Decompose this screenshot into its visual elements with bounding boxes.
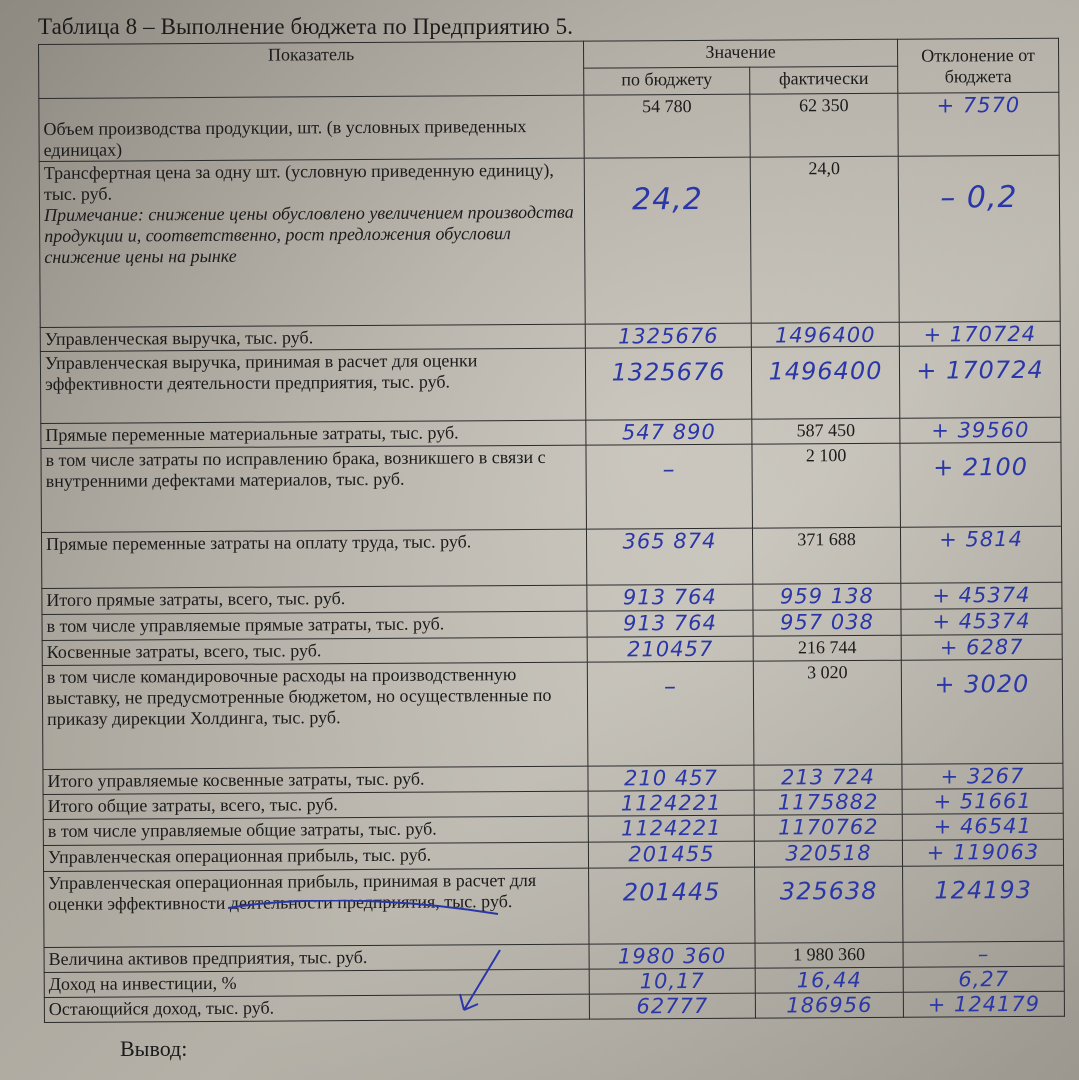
cell-actual	[754, 840, 902, 867]
handwritten-value: + 170724	[916, 355, 1044, 385]
cell-budget	[586, 419, 752, 445]
handwritten-value: 325638	[779, 876, 878, 906]
cell-deviation	[903, 941, 1064, 967]
budget-table	[38, 38, 1065, 1023]
table-row	[39, 92, 1059, 161]
handwritten-value: 10,17	[639, 968, 705, 994]
cell-actual: 3 020	[753, 660, 902, 765]
handwritten-value: + 5814	[939, 526, 1023, 552]
row-label: в том числе затраты по исправлению брака, возникшего в связи с внутренними дефектами материалов, тыс. руб.	[41, 445, 587, 532]
handwritten-value: + 3267	[940, 763, 1025, 789]
row-label: Величина активов предприятия, тыс. руб.	[44, 944, 589, 972]
handwritten-value: 1496400	[768, 356, 883, 386]
cell-actual: 24,0	[750, 156, 899, 323]
handwritten-value: + 124179	[927, 991, 1041, 1017]
cell-actual: 371 688	[752, 527, 900, 584]
cell-deviation	[899, 321, 1060, 346]
cell-actual: 216 744	[753, 635, 901, 661]
handwritten-value: + 51661	[933, 788, 1032, 814]
row-label: Прямые переменные затраты на оплату труда, тыс. руб.	[41, 529, 586, 588]
cell-deviation	[898, 155, 1060, 322]
row-label: в том числе управляемые прямые затраты, тыс. руб.	[42, 611, 587, 640]
handwritten-value: 124193	[934, 875, 1033, 905]
handwritten-value: + 119063	[926, 839, 1040, 865]
cell-actual	[754, 764, 902, 790]
handwritten-value: 913 764	[623, 610, 718, 636]
handwritten-value: 1175882	[777, 789, 879, 815]
handwritten-value: + 45374	[932, 582, 1031, 608]
handwritten-value: + 46541	[933, 813, 1032, 839]
cell-deviation	[901, 582, 1062, 609]
handwritten-value: 1325676	[611, 357, 726, 387]
cell-budget	[589, 943, 755, 969]
cell-deviation	[899, 345, 1060, 418]
cell-budget	[588, 815, 754, 842]
cell-deviation	[902, 763, 1063, 789]
cell-budget	[588, 765, 754, 791]
cell-budget	[586, 444, 753, 529]
cell-budget	[587, 661, 754, 766]
handwritten-value: 1496400	[774, 322, 876, 348]
row-label: Итого управляемые косвенные затраты, тыс. руб.	[43, 766, 588, 794]
handwritten-value: 913 764	[622, 584, 717, 610]
row-label: Прямые переменные материальные затраты, тыс. руб.	[41, 420, 586, 448]
row-label: Остающийся доход, тыс. руб.	[44, 994, 589, 1022]
cell-budget	[588, 841, 754, 868]
row-label: в том числе командировочные расходы на производственную выставку, не предусмотренные бюджетом, но осуществленные по приказу дирекции Холдинга, тыс. руб.	[42, 662, 588, 769]
row-label: в том числе управляемые общие затраты, тыс. руб.	[43, 816, 588, 845]
cell-actual	[753, 609, 901, 636]
cell-actual	[755, 866, 903, 943]
handwritten-value: 201445	[622, 877, 721, 907]
handwritten-value: 201455	[628, 841, 715, 867]
handwritten-value: 213 724	[780, 764, 875, 790]
table-row	[40, 345, 1060, 423]
row-note: Примечание: снижение цены обусловлено увеличением производства продукции и, соответственно, рост предложения обусловил снижение цены на рынке	[43, 201, 574, 267]
handwritten-value: + 45374	[932, 608, 1031, 634]
handwritten-value: 210 457	[624, 765, 718, 791]
cell-deviation	[903, 991, 1064, 1017]
handwritten-value: 959 138	[779, 583, 874, 609]
table-row	[42, 659, 1063, 769]
cell-actual: 587 450	[752, 418, 900, 444]
handwritten-value: + 170724	[923, 321, 1037, 347]
cell-budget	[587, 584, 753, 611]
cell-deviation	[902, 813, 1063, 840]
handwritten-value: 186956	[786, 992, 873, 1018]
cell-deviation	[901, 659, 1063, 764]
row-label: Управленческая операционная прибыль, тыс. руб.	[43, 842, 588, 871]
cell-budget	[589, 968, 755, 994]
cell-deviation	[902, 788, 1063, 814]
table-row	[44, 991, 1064, 1022]
cell-deviation	[903, 966, 1064, 992]
cell-deviation	[898, 92, 1059, 156]
row-label	[39, 158, 585, 327]
handwritten-value: 1980 360	[617, 943, 727, 969]
cell-deviation	[902, 839, 1063, 866]
cell-actual	[754, 789, 902, 815]
handwritten-value: 62777	[636, 993, 709, 1019]
handwritten-value: 1124221	[620, 815, 722, 841]
handwritten-value: –	[662, 455, 676, 484]
handwritten-value: 957 038	[780, 609, 875, 635]
handwritten-value: + 39560	[931, 417, 1030, 443]
cell-budget: 54 780	[584, 94, 750, 158]
cell-budget	[587, 610, 753, 637]
handwritten-value: –	[977, 942, 990, 967]
handwritten-value: + 2100	[933, 452, 1029, 482]
table-row	[44, 865, 1064, 947]
cell-actual: 62 350	[750, 93, 898, 157]
cell-actual: 1 980 360	[755, 942, 903, 968]
handwritten-value: + 6287	[939, 634, 1024, 660]
cell-actual	[754, 814, 902, 841]
conclusion-label: Вывод:	[120, 1036, 188, 1061]
handwritten-value: + 7570	[936, 93, 1021, 118]
row-label: Управленческая выручка, тыс. руб.	[40, 324, 585, 351]
cell-actual	[751, 346, 899, 419]
cell-deviation	[900, 417, 1061, 443]
table-row	[39, 155, 1060, 327]
handwritten-value: 1170762	[777, 814, 879, 840]
table-row	[41, 442, 1061, 532]
cell-budget	[585, 323, 751, 348]
handwritten-value: 1325676	[617, 323, 719, 349]
header-budget: по бюджету	[584, 67, 750, 95]
row-label: Итого общие затраты, всего, тыс. руб.	[43, 791, 588, 819]
cell-actual	[753, 583, 901, 610]
handwritten-value: 6,27	[958, 967, 1010, 992]
row-label: Доход на инвестиции, %	[44, 969, 589, 997]
cell-actual: 2 100	[752, 443, 901, 528]
header-actual: фактически	[750, 66, 898, 94]
handwritten-value: 210457	[627, 636, 714, 662]
row-label: Управленческая операционная прибыль, принимая в расчет для оценки эффективности деятельности предприятия, тыс. руб.	[44, 868, 589, 947]
handwritten-value: 365 874	[622, 528, 717, 554]
cell-budget	[587, 636, 753, 662]
cell-budget	[589, 867, 755, 944]
table-row	[41, 526, 1061, 588]
cell-deviation	[901, 608, 1062, 635]
cell-actual	[755, 992, 903, 1018]
table-title: Таблица 8 – Выполнение бюджета по Предприятию 5.	[38, 14, 574, 39]
handwritten-value: 547 890	[621, 419, 716, 445]
cell-budget	[584, 157, 751, 324]
row-label: Косвенные затраты, всего, тыс. руб.	[42, 637, 587, 665]
handwritten-value: 1124221	[620, 790, 722, 816]
row-label: Объем производства продукции, шт. (в условных приведенных единицах)	[39, 95, 584, 161]
cell-deviation	[900, 442, 1062, 527]
row-label: Управленческая выручка, принимая в расчет для оценки эффективности деятельности предприятия, тыс. руб.	[40, 348, 585, 423]
cell-budget	[589, 993, 755, 1019]
row-label: Итого прямые затраты, всего, тыс. руб.	[42, 585, 587, 614]
handwritten-value: – 0,2	[940, 180, 1018, 216]
handwritten-value: –	[663, 672, 678, 701]
handwritten-value: + 3020	[934, 669, 1030, 699]
header-indicator: Показатель	[39, 41, 584, 98]
row-label-text: Трансфертная цена за одну шт. (условную приведенную единицу), тыс. руб.	[43, 159, 554, 204]
header-deviation: Отклонение от бюджета	[897, 38, 1058, 93]
cell-deviation	[900, 526, 1061, 583]
cell-deviation	[901, 634, 1062, 660]
handwritten-value: 16,44	[796, 967, 862, 993]
cell-actual	[751, 322, 899, 347]
header-value: Значение	[583, 39, 897, 68]
cell-actual	[755, 967, 903, 993]
cell-budget	[586, 528, 752, 585]
cell-budget	[585, 347, 751, 420]
cell-deviation	[903, 865, 1064, 942]
handwritten-value: 320518	[785, 840, 872, 866]
handwritten-value: 24,2	[631, 181, 703, 218]
cell-budget	[588, 790, 754, 816]
